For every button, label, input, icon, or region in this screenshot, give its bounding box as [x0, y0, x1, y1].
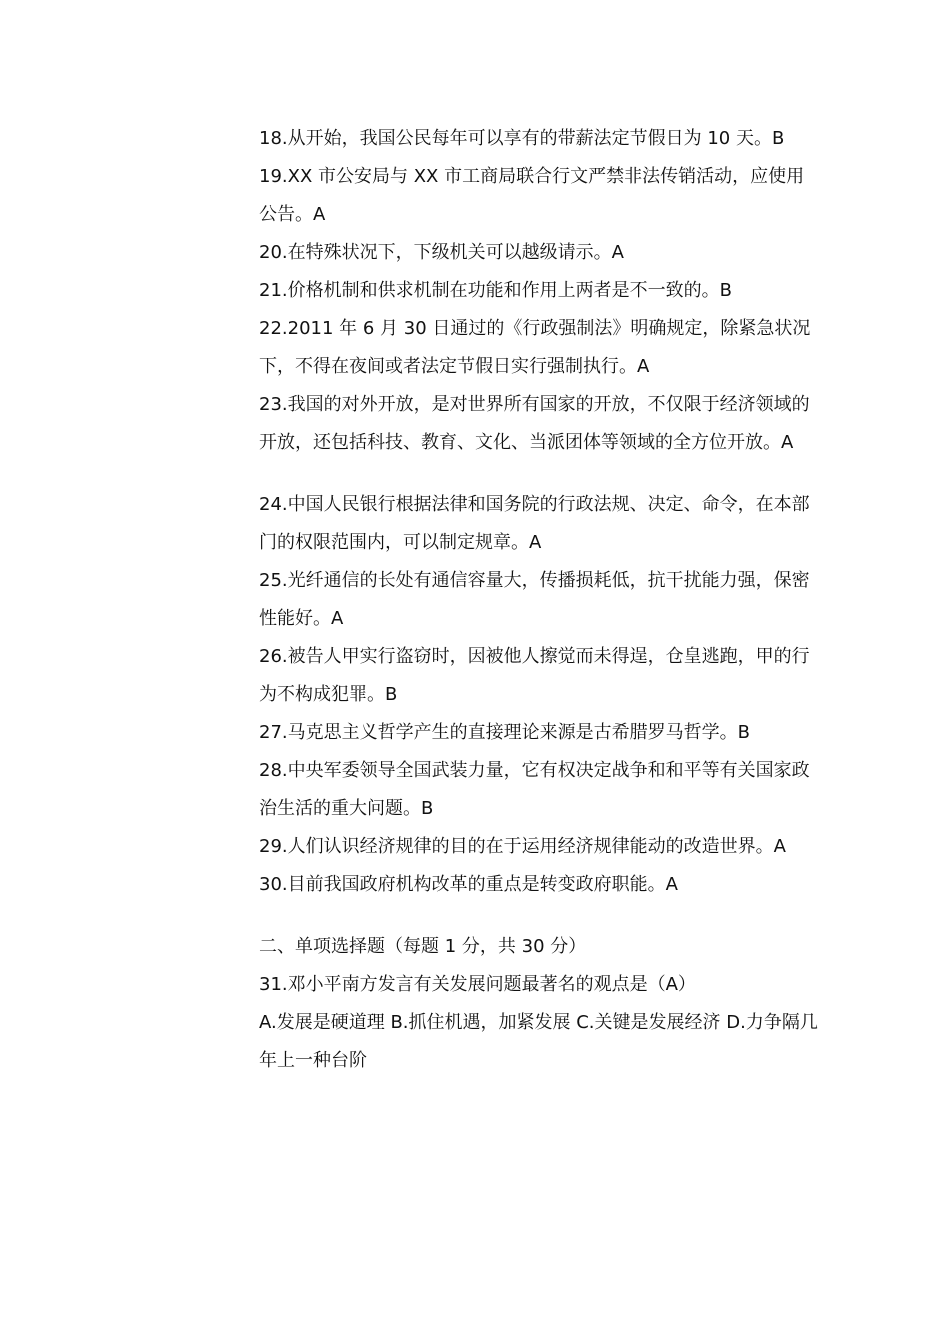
question-30: 30.目前我国政府机构改革的重点是转变政府职能。A — [259, 874, 678, 895]
question-19: 19.XX 市公安局与 XX 市工商局联合行文严禁非法传销活动，应使用公告。A — [259, 166, 805, 225]
question-23: 23.我国的对外开放，是对世界所有国家的开放，不仅限于经济领域的开放，还包括科技、教育、文化、当派团体等领域的全方位开放。A — [259, 394, 810, 453]
question-24: 24.中国人民银行根据法律和国务院的行政法规、决定、命令，在本部门的权限范围内，可以制定规章。A — [259, 494, 810, 553]
question-26: 26.被告人甲实行盗窃时，因被他人擦觉而未得逞，仓皇逃跑，甲的行为不构成犯罪。B — [259, 646, 810, 705]
question-18: 18.从开始，我国公民每年可以享有的带薪法定节假日为 10 天。B — [259, 128, 785, 149]
question-21: 21.价格机制和供求机制在功能和作用上两者是不一致的。B — [259, 280, 732, 301]
question-28: 28.中央军委领导全国武装力量，它有权决定战争和和平等有关国家政治生活的重大问题。B — [259, 760, 810, 819]
question-29: 29.人们认识经济规律的目的在于运用经济规律能动的改造世界。A — [259, 836, 786, 857]
question-22: 22.2011 年 6 月 30 日通过的《行政强制法》明确规定，除紧急状况下，不得在夜间或者法定节假日实行强制执行。A — [259, 318, 811, 377]
question-31: 31.邓小平南方发言有关发展问题最著名的观点是（A） — [259, 974, 696, 995]
document-page — [259, 120, 819, 1080]
question-27: 27.马克思主义哲学产生的直接理论来源是古希腊罗马哲学。B — [259, 722, 750, 743]
question-31-options: A.发展是硬道理 B.抓住机遇，加紧发展 C.关键是发展经济 D.力争隔几年上一种台阶 — [259, 1012, 818, 1071]
section-heading-single-choice: 二、单项选择题（每题 1 分，共 30 分） — [259, 936, 587, 957]
question-25: 25.光纤通信的长处有通信容量大，传播损耗低，抗干扰能力强，保密性能好。A — [259, 570, 810, 629]
question-20: 20.在特殊状况下，下级机关可以越级请示。A — [259, 242, 624, 263]
